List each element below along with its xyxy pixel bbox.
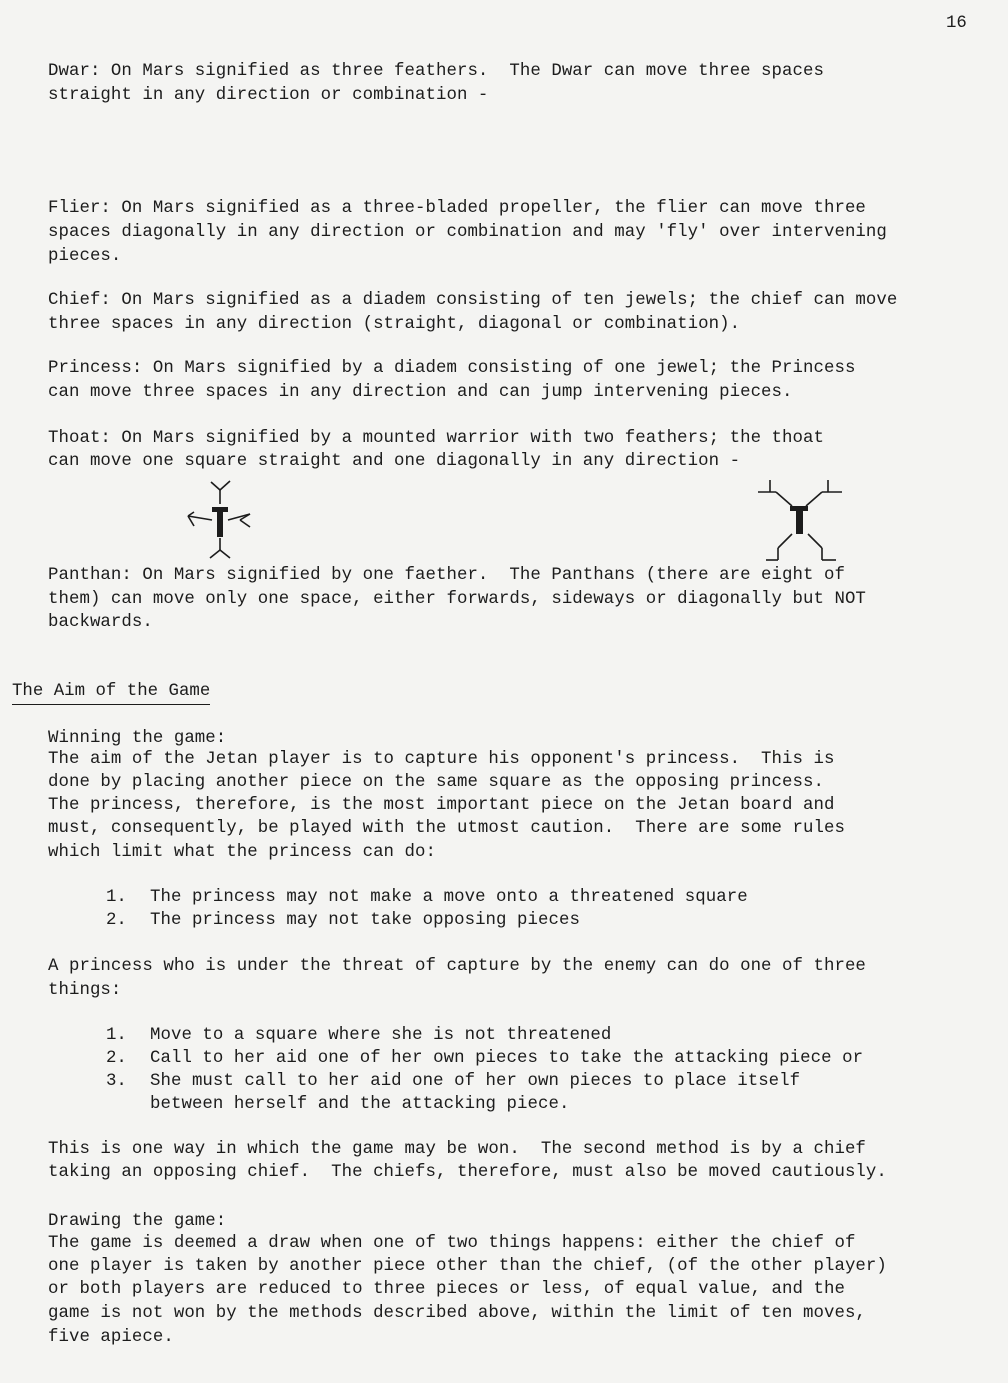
option-number: 1. (106, 1026, 127, 1045)
panthan-symbol-icon (180, 478, 260, 562)
drawing-line-2: one player is taken by another piece other than the chief, (of the other player) (48, 1257, 887, 1276)
winning-line-1: The aim of the Jetan player is to capture his opponent's princess. This is (48, 750, 835, 769)
panthan-line-3: backwards. (48, 613, 153, 632)
dwar-line-2: straight in any direction or combination - (48, 86, 489, 105)
section-heading: The Aim of the Game (12, 680, 210, 705)
chief-line-1: Chief: On Mars signified as a diadem consisting of ten jewels; the chief can move (48, 291, 898, 310)
winning-line-5: which limit what the princess can do: (48, 843, 436, 862)
flier-line-3: pieces. (48, 247, 122, 266)
second-method-line-2: taking an opposing chief. The chiefs, therefore, must also be moved cautiously. (48, 1163, 887, 1182)
option-number: 3. (106, 1072, 127, 1091)
option-text: between herself and the attacking piece. (150, 1095, 570, 1114)
flier-line-1: Flier: On Mars signified as a three-bladed propeller, the flier can move three (48, 199, 866, 218)
winning-line-4: must, consequently, be played with the utmost caution. There are some rules (48, 819, 845, 838)
princess-line-1: Princess: On Mars signified by a diadem consisting of one jewel; the Princess (48, 359, 856, 378)
drawing-label: Drawing the game: (48, 1212, 227, 1231)
option-text: Move to a square where she is not threatened (150, 1026, 612, 1045)
option-text: Call to her aid one of her own pieces to take the attacking piece or (150, 1049, 864, 1068)
thoat-line-2: can move one square straight and one diagonally in any direction - (48, 452, 741, 471)
thoat-symbol-icon (752, 472, 848, 564)
page-number: 16 (946, 14, 967, 33)
chief-line-2: three spaces in any direction (straight, diagonal or combination). (48, 315, 741, 334)
winning-line-3: The princess, therefore, is the most important piece on the Jetan board and (48, 796, 835, 815)
rule-number: 1. (106, 888, 127, 907)
drawing-line-4: game is not won by the methods described above, within the limit of ten moves, (48, 1304, 866, 1323)
panthan-line-1: Panthan: On Mars signified by one faether. The Panthans (there are eight of (48, 566, 845, 585)
princess-line-2: can move three spaces in any direction and can jump intervening pieces. (48, 383, 793, 402)
flier-line-2: spaces diagonally in any direction or combination and may 'fly' over intervening (48, 223, 887, 242)
threat-line-1: A princess who is under the threat of capture by the enemy can do one of three (48, 957, 866, 976)
rule-text: The princess may not take opposing pieces (150, 911, 580, 930)
drawing-line-3: or both players are reduced to three pieces or less, of equal value, and the (48, 1280, 845, 1299)
dwar-line-1: Dwar: On Mars signified as three feathers. The Dwar can move three spaces (48, 62, 824, 81)
winning-label: Winning the game: (48, 729, 227, 748)
option-number: 2. (106, 1049, 127, 1068)
winning-line-2: done by placing another piece on the same square as the opposing princess. (48, 773, 824, 792)
option-text: She must call to her aid one of her own pieces to place itself (150, 1072, 801, 1091)
threat-line-2: things: (48, 981, 122, 1000)
drawing-line-1: The game is deemed a draw when one of two things happens: either the chief of (48, 1234, 856, 1253)
rule-text: The princess may not make a move onto a threatened square (150, 888, 748, 907)
drawing-line-5: five apiece. (48, 1328, 174, 1347)
panthan-line-2: them) can move only one space, either forwards, sideways or diagonally but NOT (48, 590, 866, 609)
thoat-line-1: Thoat: On Mars signified by a mounted warrior with two feathers; the thoat (48, 429, 824, 448)
second-method-line-1: This is one way in which the game may be won. The second method is by a chief (48, 1140, 866, 1159)
rule-number: 2. (106, 911, 127, 930)
